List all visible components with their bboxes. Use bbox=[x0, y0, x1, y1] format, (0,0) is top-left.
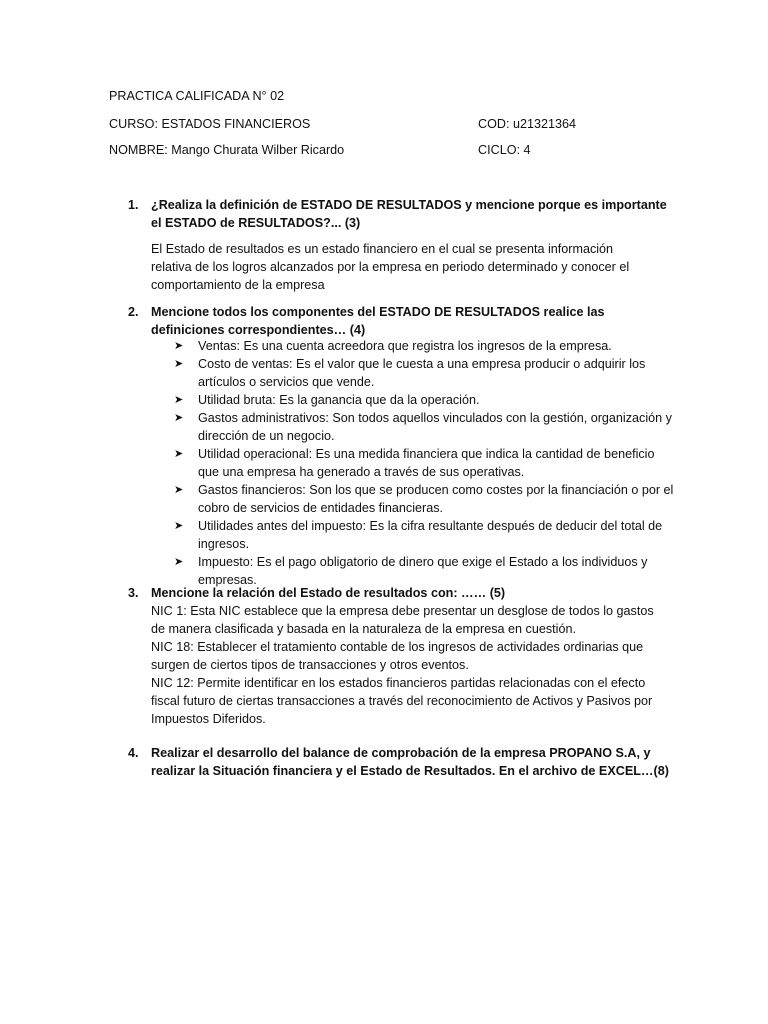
components-list bbox=[174, 337, 674, 589]
arrow-bullet-icon: ➤ bbox=[174, 358, 184, 370]
question-number: 1. bbox=[128, 198, 139, 212]
course-label: CURSO: ESTADOS FINANCIEROS bbox=[109, 117, 311, 131]
list-item: ➤ Gastos financieros: Son los que se producen como costes por la financiación o por el cobro de servicios de entidades financieras. bbox=[174, 483, 674, 515]
list-item: ➤ Utilidad operacional: Es una medida financiera que indica la cantidad de beneficio que una empresa ha generado a través de sus operativas. bbox=[174, 447, 655, 479]
question-number: 3. bbox=[128, 586, 139, 600]
list-item: ➤ Utilidades antes del impuesto: Es la cifra resultante después de deducir del total de ingresos. bbox=[174, 519, 663, 551]
nic-18-text: NIC 18: Establecer el tratamiento contable de los ingresos de actividades ordinarias que surgen de ciertos tipos de transacciones y otros eventos. bbox=[151, 640, 644, 672]
arrow-bullet-icon: ➤ bbox=[174, 520, 184, 532]
list-item: ➤ Impuesto: Es el pago obligatorio de dinero que exige el Estado a los individuos y empresas. bbox=[174, 555, 648, 587]
list-item: ➤ Gastos administrativos: Son todos aquellos vinculados con la gestión, organización y dirección de un negocio. bbox=[174, 411, 672, 443]
document-title: PRACTICA CALIFICADA N° 02 bbox=[109, 89, 285, 103]
cycle-label: CICLO: 4 bbox=[478, 143, 531, 157]
answer-text: El Estado de resultados es un estado financiero en el cual se presenta información relativa de los logros alcanzados por la empresa en periodo determinado y conocer el comportamiento de la empresa bbox=[151, 242, 630, 292]
arrow-bullet-icon: ➤ bbox=[174, 556, 184, 568]
question-text: Mencione la relación del Estado de resultados con: …… (5) bbox=[151, 586, 506, 600]
arrow-bullet-icon: ➤ bbox=[174, 412, 184, 424]
student-name: NOMBRE: Mango Churata Wilber Ricardo bbox=[109, 143, 345, 157]
question-text: ¿Realiza la definición de ESTADO DE RESULTADOS y mencione porque es importante el ESTADO de RESULTADOS?... (3) bbox=[151, 198, 667, 230]
list-item: ➤ Ventas: Es una cuenta acreedora que registra los ingresos de la empresa. bbox=[174, 339, 612, 353]
arrow-bullet-icon: ➤ bbox=[174, 448, 184, 460]
arrow-bullet-icon: ➤ bbox=[174, 484, 184, 496]
question-text: Realizar el desarrollo del balance de comprobación de la empresa PROPANO S.A, y realizar la Situación financiera y el Estado de Resultados. En el archivo de EXCEL…(8) bbox=[151, 746, 669, 778]
list-item: ➤ Costo de ventas: Es el valor que le cuesta a una empresa producir o adquirir los artículos o servicios que vende. bbox=[174, 357, 646, 389]
arrow-bullet-icon: ➤ bbox=[174, 340, 184, 352]
question-number: 4. bbox=[128, 746, 139, 760]
nic-1-text: NIC 1: Esta NIC establece que la empresa debe presentar un desglose de todos lo gastos de manera clasificada y basada en la naturaleza de la empresa en cuestión. bbox=[151, 604, 654, 636]
nic-12-text: NIC 12: Permite identificar en los estados financieros partidas relacionadas con el efecto fiscal futuro de ciertas transacciones a través del reconocimiento de Activos y Pasivos por Impuestos Diferidos. bbox=[151, 676, 653, 726]
list-item: ➤ Utilidad bruta: Es la ganancia que da la operación. bbox=[174, 393, 480, 407]
arrow-bullet-icon: ➤ bbox=[174, 394, 184, 406]
question-number: 2. bbox=[128, 305, 139, 319]
student-code: COD: u21321364 bbox=[478, 117, 577, 131]
question-text: Mencione todos los componentes del ESTADO DE RESULTADOS realice las definiciones correspondientes… (4) bbox=[151, 305, 605, 337]
